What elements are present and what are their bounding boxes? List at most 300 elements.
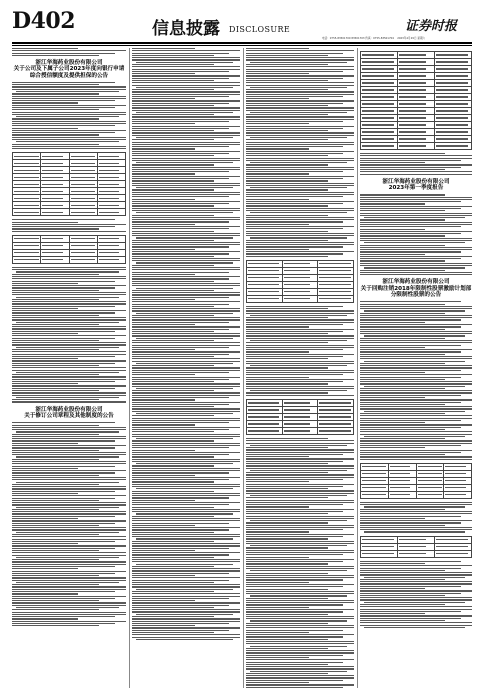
text-line bbox=[360, 240, 472, 241]
text-line bbox=[12, 219, 115, 220]
text-line bbox=[132, 377, 240, 378]
text-line bbox=[16, 347, 119, 348]
table-cell bbox=[41, 202, 69, 209]
table-cell bbox=[398, 52, 435, 59]
table-cell bbox=[247, 267, 283, 274]
text-line bbox=[132, 292, 240, 293]
text-line bbox=[360, 265, 472, 266]
table-cell bbox=[398, 94, 435, 101]
contact-info: 电话：0755-83501700 83501703 传真：0755-83501704 bbox=[322, 37, 394, 40]
text-line bbox=[132, 618, 240, 619]
text-line bbox=[132, 598, 229, 599]
text-line bbox=[132, 443, 240, 444]
text-line bbox=[132, 422, 229, 423]
text-line bbox=[12, 130, 126, 131]
text-line bbox=[246, 354, 354, 355]
text-line bbox=[360, 210, 445, 211]
table-cell bbox=[282, 399, 318, 406]
text-line bbox=[360, 167, 461, 168]
text-line bbox=[12, 367, 126, 368]
text-line bbox=[132, 324, 195, 325]
table-cell bbox=[282, 267, 318, 274]
text-line bbox=[246, 194, 354, 195]
table-cell bbox=[69, 153, 97, 160]
text-line bbox=[16, 91, 119, 92]
table-cell bbox=[13, 256, 41, 263]
text-line bbox=[136, 413, 233, 414]
text-line bbox=[250, 495, 347, 496]
text-line bbox=[12, 340, 99, 341]
text-line bbox=[16, 507, 119, 508]
text-line bbox=[132, 103, 229, 104]
text-line bbox=[360, 581, 472, 582]
text-line bbox=[12, 518, 78, 519]
table-row bbox=[361, 143, 472, 150]
text-line bbox=[12, 55, 99, 56]
text-line bbox=[246, 577, 354, 578]
text-line bbox=[12, 363, 115, 364]
text-line bbox=[360, 438, 445, 439]
text-line bbox=[132, 196, 229, 197]
text-line bbox=[360, 263, 472, 264]
table-row bbox=[361, 129, 472, 136]
text-line bbox=[12, 381, 115, 382]
text-line bbox=[132, 297, 229, 298]
text-line bbox=[12, 358, 78, 359]
text-line bbox=[246, 338, 354, 339]
text-line bbox=[132, 345, 240, 346]
text-line bbox=[132, 495, 240, 496]
text-line bbox=[12, 328, 126, 329]
table-row bbox=[361, 550, 472, 557]
text-line bbox=[246, 662, 343, 663]
text-line bbox=[12, 602, 126, 603]
text-line bbox=[132, 575, 195, 576]
text-line bbox=[12, 527, 126, 528]
article-company: 浙江华海药业股份有限公司 bbox=[382, 279, 450, 286]
text-line bbox=[12, 118, 99, 119]
text-line bbox=[132, 347, 229, 348]
table-cell bbox=[318, 260, 354, 267]
text-line bbox=[132, 299, 195, 300]
text-line bbox=[360, 450, 472, 451]
table-cell bbox=[435, 73, 472, 80]
table-cell bbox=[282, 413, 318, 420]
text-line bbox=[246, 559, 354, 560]
text-line bbox=[246, 634, 354, 635]
text-line bbox=[132, 50, 240, 51]
table-cell bbox=[398, 536, 435, 543]
text-line bbox=[360, 529, 472, 530]
text-line bbox=[246, 609, 354, 610]
text-line bbox=[364, 242, 465, 243]
text-line bbox=[132, 199, 195, 200]
table-cell bbox=[97, 249, 125, 256]
text-line bbox=[246, 189, 328, 190]
text-line bbox=[12, 500, 99, 501]
table-cell bbox=[388, 470, 416, 477]
text-line bbox=[360, 404, 445, 405]
text-line bbox=[360, 233, 461, 234]
table-row bbox=[247, 274, 354, 281]
table-row bbox=[247, 281, 354, 288]
text-line bbox=[360, 160, 461, 161]
table-row bbox=[13, 153, 126, 160]
text-line bbox=[364, 310, 465, 311]
table-cell bbox=[398, 59, 435, 66]
text-line bbox=[246, 677, 354, 678]
text-line bbox=[246, 306, 343, 307]
text-line bbox=[12, 93, 99, 94]
text-line bbox=[132, 167, 240, 168]
table-row bbox=[361, 484, 472, 491]
text-line bbox=[360, 247, 472, 248]
text-line bbox=[12, 509, 99, 510]
text-line bbox=[246, 128, 343, 129]
text-line bbox=[360, 424, 472, 425]
text-line bbox=[132, 304, 229, 305]
text-line bbox=[132, 269, 240, 270]
text-line bbox=[360, 304, 445, 305]
table-cell bbox=[97, 153, 125, 160]
article-title: 关于公司及下属子公司2023年度向银行申请综合授信额度及提供担保的公告 bbox=[13, 66, 125, 79]
text-line bbox=[360, 365, 472, 366]
text-line bbox=[246, 632, 309, 633]
text-line bbox=[360, 251, 461, 252]
text-line bbox=[246, 180, 328, 181]
data-table bbox=[246, 399, 354, 435]
text-line bbox=[132, 217, 240, 218]
text-line bbox=[12, 290, 99, 291]
text-line bbox=[360, 324, 472, 325]
table-cell bbox=[69, 242, 97, 249]
text-line bbox=[12, 498, 115, 499]
text-line bbox=[246, 575, 354, 576]
text-line bbox=[132, 267, 240, 268]
text-line bbox=[246, 484, 354, 485]
text-line bbox=[132, 486, 240, 487]
text-line bbox=[132, 582, 214, 583]
table-cell bbox=[361, 129, 398, 136]
table-cell bbox=[97, 160, 125, 167]
text-line bbox=[12, 98, 126, 99]
text-line bbox=[360, 561, 461, 562]
table-cell bbox=[435, 550, 472, 557]
text-line bbox=[246, 82, 354, 83]
text-line bbox=[360, 565, 472, 566]
text-line bbox=[250, 520, 347, 521]
table-cell bbox=[361, 80, 398, 87]
text-line bbox=[132, 57, 240, 58]
text-line bbox=[360, 459, 472, 460]
text-line bbox=[360, 504, 472, 505]
text-line bbox=[132, 329, 229, 330]
table-cell bbox=[318, 267, 354, 274]
text-line bbox=[246, 566, 354, 567]
text-line bbox=[360, 356, 472, 357]
table-cell bbox=[361, 143, 398, 150]
text-line bbox=[132, 94, 240, 95]
text-line bbox=[132, 440, 214, 441]
table-cell bbox=[13, 195, 41, 202]
text-line bbox=[360, 333, 472, 334]
text-line bbox=[360, 452, 461, 453]
text-line bbox=[132, 121, 229, 122]
text-line bbox=[132, 468, 240, 469]
table-cell bbox=[247, 281, 283, 288]
table-row bbox=[13, 235, 126, 242]
table-row bbox=[13, 160, 126, 167]
text-line bbox=[246, 531, 309, 532]
text-line bbox=[132, 231, 214, 232]
text-line bbox=[360, 511, 472, 512]
table-row bbox=[247, 260, 354, 267]
text-line bbox=[136, 513, 233, 514]
table-cell bbox=[361, 536, 398, 543]
text-line bbox=[360, 509, 445, 510]
text-line bbox=[246, 372, 354, 373]
text-line bbox=[12, 310, 126, 311]
text-line bbox=[360, 260, 445, 261]
text-line bbox=[12, 438, 126, 439]
text-line bbox=[360, 611, 461, 612]
text-line bbox=[136, 187, 233, 188]
text-line bbox=[12, 102, 78, 103]
text-line bbox=[246, 370, 354, 371]
text-line bbox=[12, 612, 126, 613]
text-line bbox=[12, 331, 115, 332]
text-line bbox=[12, 586, 126, 587]
text-line bbox=[12, 491, 115, 492]
text-line bbox=[246, 611, 343, 612]
text-line bbox=[246, 356, 343, 357]
text-line bbox=[246, 142, 354, 143]
text-line bbox=[132, 541, 214, 542]
text-line bbox=[246, 477, 354, 478]
text-line bbox=[12, 571, 126, 572]
table-cell bbox=[13, 153, 41, 160]
text-line bbox=[246, 525, 354, 526]
text-line bbox=[132, 475, 195, 476]
text-line bbox=[132, 244, 240, 245]
text-line bbox=[12, 333, 78, 334]
text-line bbox=[12, 269, 126, 270]
text-line bbox=[360, 427, 461, 428]
article-heading bbox=[360, 279, 472, 298]
text-line bbox=[360, 235, 445, 236]
text-line bbox=[246, 497, 328, 498]
text-line bbox=[136, 262, 233, 263]
text-line bbox=[136, 212, 233, 213]
text-line bbox=[246, 221, 343, 222]
text-line bbox=[360, 326, 461, 327]
text-line bbox=[360, 342, 472, 343]
table-cell bbox=[69, 249, 97, 256]
text-line bbox=[246, 493, 354, 494]
article-title: 关于回购注销2018年限制性股票激励计划部分限制性股票的公告 bbox=[360, 285, 472, 298]
text-line bbox=[132, 240, 214, 241]
text-line bbox=[12, 132, 115, 133]
text-line bbox=[246, 388, 354, 389]
text-line bbox=[246, 153, 343, 154]
table-cell bbox=[361, 101, 398, 108]
text-line bbox=[246, 675, 354, 676]
text-line bbox=[12, 287, 115, 288]
text-line bbox=[246, 319, 354, 320]
table-cell bbox=[41, 195, 69, 202]
table-cell bbox=[435, 108, 472, 115]
text-line bbox=[12, 274, 99, 275]
text-line bbox=[246, 66, 354, 67]
text-line bbox=[360, 604, 445, 605]
text-line bbox=[360, 363, 445, 364]
text-line bbox=[246, 201, 354, 202]
text-line bbox=[12, 148, 126, 149]
text-line bbox=[132, 59, 240, 60]
article-heading bbox=[360, 179, 472, 192]
text-line bbox=[360, 169, 445, 170]
text-line bbox=[246, 169, 354, 170]
text-line bbox=[132, 596, 240, 597]
text-line bbox=[16, 456, 119, 457]
text-line bbox=[360, 516, 461, 517]
text-line bbox=[246, 383, 328, 384]
table-cell bbox=[69, 256, 97, 263]
text-line bbox=[132, 107, 240, 108]
table-cell bbox=[361, 491, 389, 498]
table-cell bbox=[318, 420, 354, 427]
text-line bbox=[132, 370, 240, 371]
table-cell bbox=[444, 463, 472, 470]
table-cell bbox=[13, 167, 41, 174]
text-line bbox=[12, 536, 126, 537]
text-line bbox=[132, 611, 240, 612]
text-line bbox=[246, 123, 309, 124]
text-line bbox=[132, 623, 229, 624]
text-line bbox=[136, 313, 233, 314]
text-line bbox=[360, 613, 425, 614]
text-line bbox=[132, 251, 240, 252]
text-line bbox=[360, 413, 445, 414]
text-line bbox=[246, 527, 354, 528]
text-line bbox=[136, 288, 233, 289]
text-line bbox=[132, 523, 229, 524]
text-line bbox=[132, 630, 229, 631]
text-line bbox=[246, 529, 343, 530]
text-line bbox=[132, 123, 195, 124]
text-line bbox=[246, 363, 354, 364]
text-line bbox=[360, 570, 445, 571]
text-line bbox=[360, 208, 461, 209]
text-line bbox=[246, 600, 354, 601]
text-line bbox=[132, 406, 214, 407]
table-cell bbox=[282, 260, 318, 267]
text-line bbox=[132, 600, 195, 601]
text-line bbox=[136, 237, 233, 238]
text-line bbox=[360, 606, 472, 607]
text-line bbox=[132, 621, 240, 622]
text-line bbox=[246, 333, 328, 334]
text-line bbox=[12, 529, 126, 530]
text-line bbox=[360, 399, 472, 400]
text-line bbox=[136, 463, 233, 464]
text-line bbox=[12, 475, 99, 476]
text-line bbox=[246, 329, 354, 330]
text-line bbox=[246, 249, 309, 250]
column-1 bbox=[12, 48, 126, 688]
text-line bbox=[360, 319, 461, 320]
text-line bbox=[246, 50, 354, 51]
text-line bbox=[132, 155, 214, 156]
text-line bbox=[360, 431, 472, 432]
text-line bbox=[12, 539, 126, 540]
table-row bbox=[13, 242, 126, 249]
text-line bbox=[360, 422, 425, 423]
text-line bbox=[246, 144, 354, 145]
table-cell bbox=[435, 94, 472, 101]
text-line bbox=[360, 155, 472, 156]
text-line bbox=[360, 518, 425, 519]
text-line bbox=[360, 372, 425, 373]
article-company: 浙江华海药业股份有限公司 bbox=[382, 178, 450, 185]
article-company: 浙江华海药业股份有限公司 bbox=[35, 406, 103, 413]
text-line bbox=[360, 597, 472, 598]
text-line bbox=[12, 315, 99, 316]
text-line bbox=[132, 351, 240, 352]
table-cell bbox=[318, 427, 354, 434]
text-line bbox=[360, 609, 472, 610]
text-line bbox=[360, 374, 472, 375]
text-line bbox=[132, 507, 214, 508]
text-line bbox=[246, 568, 354, 569]
text-line bbox=[246, 518, 354, 519]
table-cell bbox=[318, 295, 354, 302]
text-line bbox=[246, 94, 354, 95]
text-line bbox=[12, 390, 99, 391]
text-line bbox=[12, 324, 99, 325]
text-line bbox=[246, 456, 309, 457]
text-line bbox=[132, 185, 240, 186]
text-line bbox=[132, 557, 214, 558]
table-cell bbox=[97, 256, 125, 263]
text-line bbox=[12, 459, 99, 460]
text-line bbox=[360, 213, 472, 214]
text-line bbox=[132, 447, 229, 448]
text-line bbox=[246, 509, 354, 510]
text-line bbox=[132, 454, 229, 455]
text-line bbox=[246, 659, 354, 660]
text-line bbox=[246, 591, 354, 592]
text-line bbox=[12, 306, 115, 307]
text-line bbox=[246, 465, 354, 466]
text-line bbox=[12, 354, 126, 355]
text-line bbox=[132, 208, 240, 209]
text-line bbox=[246, 167, 354, 168]
text-line bbox=[132, 164, 214, 165]
table-cell bbox=[398, 73, 435, 80]
text-line bbox=[364, 386, 465, 387]
table-cell bbox=[41, 242, 69, 249]
text-line bbox=[364, 267, 465, 268]
text-line bbox=[360, 158, 472, 159]
text-line bbox=[250, 646, 347, 647]
text-line bbox=[16, 271, 119, 272]
text-line bbox=[132, 525, 195, 526]
text-line bbox=[246, 673, 328, 674]
text-line bbox=[12, 618, 78, 619]
text-line bbox=[360, 347, 425, 348]
text-line bbox=[246, 648, 328, 649]
